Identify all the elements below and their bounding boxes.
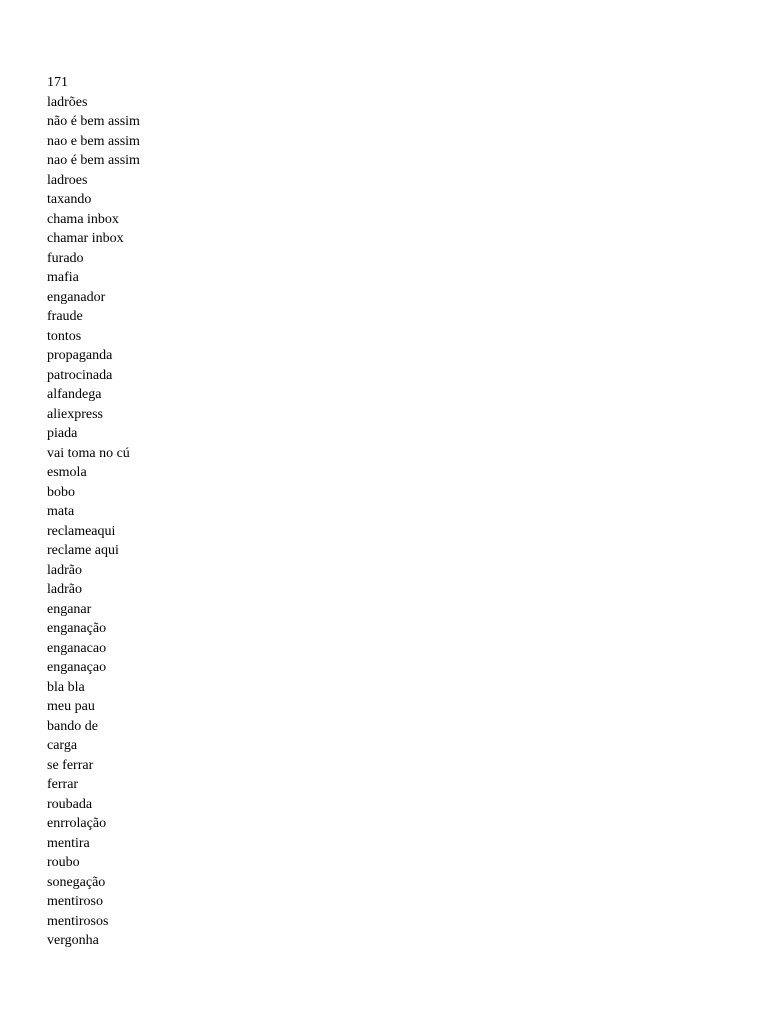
list-item: ladrões: [47, 94, 88, 110]
list-item: mentiroso: [47, 894, 103, 909]
list-item: bobo: [47, 484, 75, 500]
list-item: roubada: [47, 796, 93, 812]
list-item: reclame aqui: [47, 543, 119, 558]
list-item: ladroes: [47, 172, 88, 188]
list-item: furado: [47, 250, 84, 266]
list-item: enganacao: [47, 640, 107, 656]
list-item: mentira: [47, 835, 90, 851]
list-item: tontos: [47, 328, 82, 344]
list-item: taxando: [47, 192, 92, 207]
word-list: [47, 73, 140, 951]
list-item: piada: [47, 426, 78, 441]
list-item: enrrolação: [47, 816, 107, 831]
list-item: carga: [47, 738, 78, 753]
list-item: vai toma no cú: [47, 445, 130, 461]
list-item: enganador: [47, 289, 106, 305]
list-item: mafia: [47, 270, 79, 285]
list-item: fraude: [47, 309, 83, 324]
list-item: vergonha: [47, 933, 99, 948]
list-item: mata: [47, 504, 75, 519]
list-item: reclameaqui: [47, 523, 116, 539]
list-item: ladrão: [47, 562, 82, 578]
list-item: mentirosos: [47, 913, 109, 929]
list-item: não é bem assim: [47, 114, 140, 129]
list-item: aliexpress: [47, 406, 103, 422]
list-item: enganaçao: [47, 660, 107, 675]
list-item: ferrar: [47, 777, 79, 792]
list-item: chama inbox: [47, 211, 119, 227]
list-item: nao é bem assim: [47, 153, 140, 168]
list-item: enganação: [47, 621, 107, 636]
list-item: meu pau: [47, 699, 95, 714]
list-item: roubo: [47, 855, 80, 870]
list-item: alfandega: [47, 387, 102, 402]
list-item: nao e bem assim: [47, 133, 140, 149]
list-item: sonegação: [47, 874, 106, 890]
list-item: bla bla: [47, 679, 85, 695]
list-item: se ferrar: [47, 757, 94, 773]
list-item: chamar inbox: [47, 231, 124, 246]
list-item: 171: [47, 75, 68, 90]
list-item: bando de: [47, 718, 98, 734]
list-item: enganar: [47, 601, 92, 617]
list-item: ladrão: [47, 582, 82, 597]
list-item: propaganda: [47, 348, 113, 363]
list-item: patrocinada: [47, 367, 113, 383]
list-item: esmola: [47, 465, 87, 480]
